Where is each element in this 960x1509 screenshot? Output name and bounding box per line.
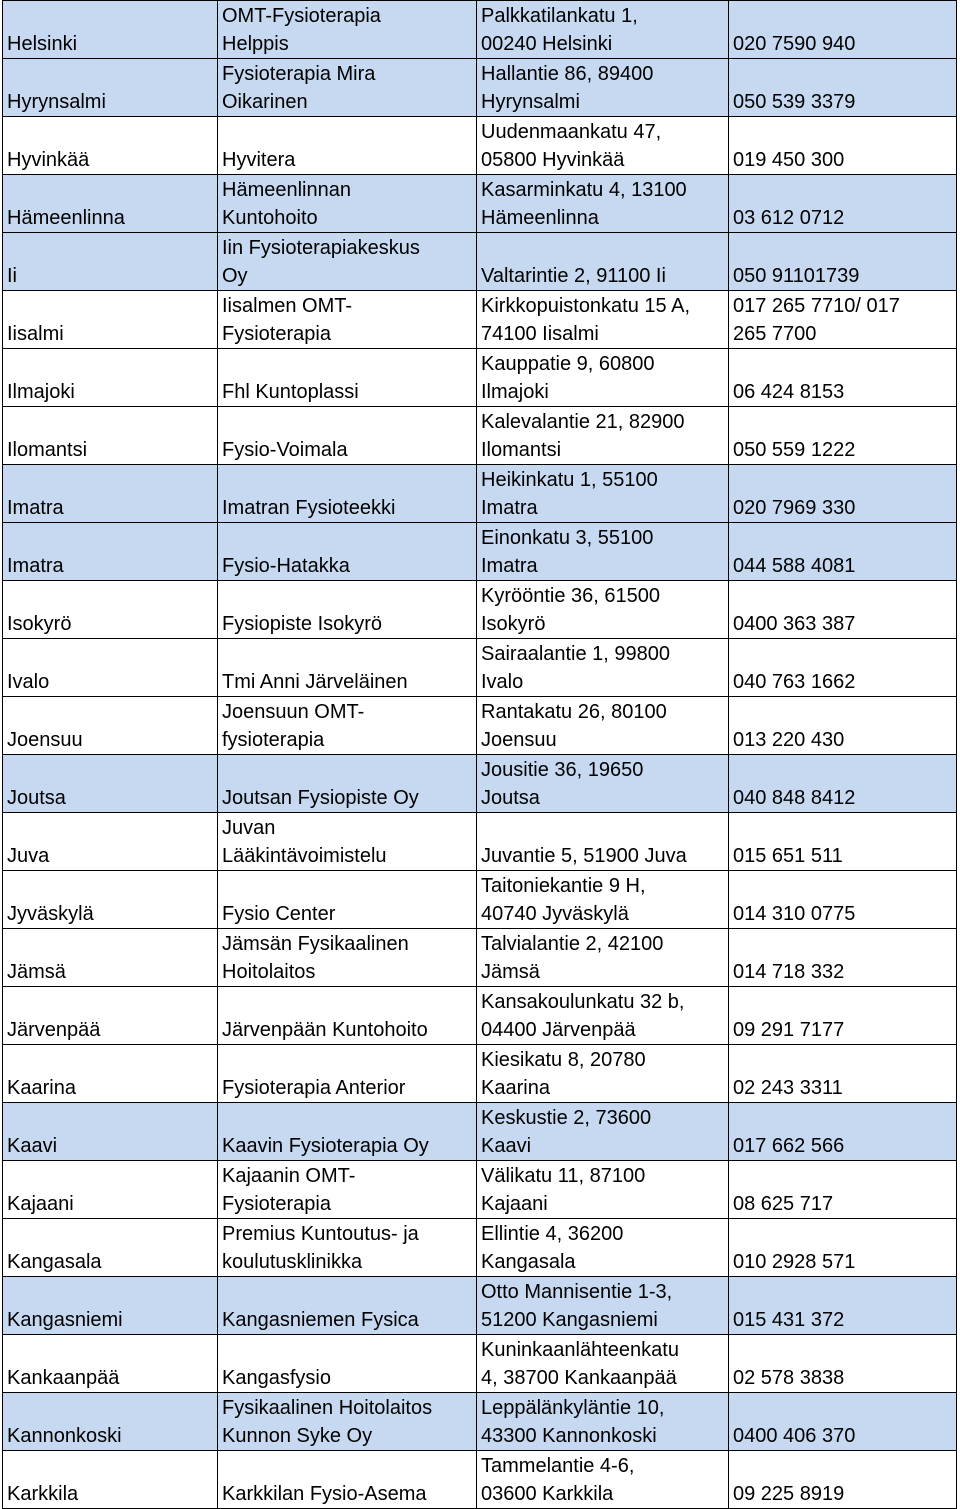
table-row xyxy=(3,523,957,581)
clinic-name-cell: OMT-Fysioterapia Helppis xyxy=(218,1,477,59)
city-cell: Jyväskylä xyxy=(3,871,218,929)
table-row xyxy=(3,407,957,465)
table-row xyxy=(3,1,957,59)
phone-cell: 014 310 0775 xyxy=(729,871,957,929)
phone-cell: 010 2928 571 xyxy=(729,1219,957,1277)
table-row xyxy=(3,117,957,175)
phone-cell: 019 450 300 xyxy=(729,117,957,175)
phone-cell: 0400 363 387 xyxy=(729,581,957,639)
address-cell: Rantakatu 26, 80100 Joensuu xyxy=(477,697,729,755)
address-cell: Jousitie 36, 19650 Joutsa xyxy=(477,755,729,813)
city-cell: Ilomantsi xyxy=(3,407,218,465)
clinic-name-cell: Hämeenlinnan Kuntohoito xyxy=(218,175,477,233)
city-cell: Hämeenlinna xyxy=(3,175,218,233)
address-cell: Einonkatu 3, 55100 Imatra xyxy=(477,523,729,581)
address-cell: Kalevalantie 21, 82900 Ilomantsi xyxy=(477,407,729,465)
city-cell: Hyrynsalmi xyxy=(3,59,218,117)
clinic-name-cell: Joutsan Fysiopiste Oy xyxy=(218,755,477,813)
clinic-name-cell: Iisalmen OMT- Fysioterapia xyxy=(218,291,477,349)
address-cell: Juvantie 5, 51900 Juva xyxy=(477,813,729,871)
city-cell: Kankaanpää xyxy=(3,1335,218,1393)
clinic-name-cell: Fysiopiste Isokyrö xyxy=(218,581,477,639)
address-cell: Leppälänkyläntie 10, 43300 Kannonkoski xyxy=(477,1393,729,1451)
address-cell: Heikinkatu 1, 55100 Imatra xyxy=(477,465,729,523)
phone-cell: 015 651 511 xyxy=(729,813,957,871)
phone-cell: 013 220 430 xyxy=(729,697,957,755)
city-cell: Hyvinkää xyxy=(3,117,218,175)
clinic-name-cell: Imatran Fysioteekki xyxy=(218,465,477,523)
table-row xyxy=(3,1219,957,1277)
phone-cell: 02 243 3311 xyxy=(729,1045,957,1103)
address-cell: Palkkatilankatu 1, 00240 Helsinki xyxy=(477,1,729,59)
table-row xyxy=(3,1335,957,1393)
clinic-name-cell: Karkkilan Fysio-Asema xyxy=(218,1451,477,1509)
phone-cell: 050 539 3379 xyxy=(729,59,957,117)
clinic-name-cell: Fhl Kuntoplassi xyxy=(218,349,477,407)
address-cell: Valtarintie 2, 91100 Ii xyxy=(477,233,729,291)
address-cell: Tammelantie 4-6, 03600 Karkkila xyxy=(477,1451,729,1509)
clinic-name-cell: Fysikaalinen Hoitolaitos Kunnon Syke Oy xyxy=(218,1393,477,1451)
address-cell: Talvialantie 2, 42100 Jämsä xyxy=(477,929,729,987)
table-row xyxy=(3,1045,957,1103)
clinic-name-cell: Fysioterapia Anterior xyxy=(218,1045,477,1103)
address-cell: Kansakoulunkatu 32 b, 04400 Järvenpää xyxy=(477,987,729,1045)
city-cell: Joensuu xyxy=(3,697,218,755)
phone-cell: 09 291 7177 xyxy=(729,987,957,1045)
clinic-name-cell: Juvan Lääkintävoimistelu xyxy=(218,813,477,871)
clinic-table-body xyxy=(3,1,957,1509)
table-row xyxy=(3,465,957,523)
clinic-name-cell: Kaavin Fysioterapia Oy xyxy=(218,1103,477,1161)
city-cell: Ii xyxy=(3,233,218,291)
clinic-name-cell: Premius Kuntoutus- ja koulutusklinikka xyxy=(218,1219,477,1277)
clinic-name-cell: Kangasniemen Fysica xyxy=(218,1277,477,1335)
address-cell: Kyrööntie 36, 61500 Isokyrö xyxy=(477,581,729,639)
address-cell: Taitoniekantie 9 H, 40740 Jyväskylä xyxy=(477,871,729,929)
phone-cell: 050 559 1222 xyxy=(729,407,957,465)
address-cell: Sairaalantie 1, 99800 Ivalo xyxy=(477,639,729,697)
city-cell: Kangasniemi xyxy=(3,1277,218,1335)
clinic-name-cell: Iin Fysioterapiakeskus Oy xyxy=(218,233,477,291)
phone-cell: 020 7969 330 xyxy=(729,465,957,523)
clinic-name-cell: Jämsän Fysikaalinen Hoitolaitos xyxy=(218,929,477,987)
table-row xyxy=(3,1451,957,1509)
clinic-name-cell: Fysio-Hatakka xyxy=(218,523,477,581)
address-cell: Keskustie 2, 73600 Kaavi xyxy=(477,1103,729,1161)
address-cell: Kiesikatu 8, 20780 Kaarina xyxy=(477,1045,729,1103)
city-cell: Joutsa xyxy=(3,755,218,813)
city-cell: Kajaani xyxy=(3,1161,218,1219)
phone-cell: 015 431 372 xyxy=(729,1277,957,1335)
clinic-table xyxy=(2,0,957,1509)
table-row xyxy=(3,59,957,117)
city-cell: Iisalmi xyxy=(3,291,218,349)
clinic-name-cell: Tmi Anni Järveläinen xyxy=(218,639,477,697)
address-cell: Kuninkaanlähteenkatu 4, 38700 Kankaanpää xyxy=(477,1335,729,1393)
city-cell: Kannonkoski xyxy=(3,1393,218,1451)
table-row xyxy=(3,639,957,697)
table-row xyxy=(3,1277,957,1335)
phone-cell: 050 91101739 xyxy=(729,233,957,291)
address-cell: Kauppatie 9, 60800 Ilmajoki xyxy=(477,349,729,407)
city-cell: Ilmajoki xyxy=(3,349,218,407)
address-cell: Hallantie 86, 89400 Hyrynsalmi xyxy=(477,59,729,117)
table-row xyxy=(3,755,957,813)
phone-cell: 08 625 717 xyxy=(729,1161,957,1219)
phone-cell: 017 265 7710/ 017 265 7700 xyxy=(729,291,957,349)
phone-cell: 044 588 4081 xyxy=(729,523,957,581)
city-cell: Ivalo xyxy=(3,639,218,697)
city-cell: Imatra xyxy=(3,523,218,581)
city-cell: Kangasala xyxy=(3,1219,218,1277)
city-cell: Kaarina xyxy=(3,1045,218,1103)
phone-cell: 040 763 1662 xyxy=(729,639,957,697)
clinic-name-cell: Kangasfysio xyxy=(218,1335,477,1393)
city-cell: Helsinki xyxy=(3,1,218,59)
address-cell: Kasarminkatu 4, 13100 Hämeenlinna xyxy=(477,175,729,233)
city-cell: Järvenpää xyxy=(3,987,218,1045)
clinic-name-cell: Järvenpään Kuntohoito xyxy=(218,987,477,1045)
table-row xyxy=(3,697,957,755)
clinic-name-cell: Fysio Center xyxy=(218,871,477,929)
table-row xyxy=(3,813,957,871)
table-row xyxy=(3,929,957,987)
table-row xyxy=(3,1161,957,1219)
table-row xyxy=(3,581,957,639)
city-cell: Jämsä xyxy=(3,929,218,987)
phone-cell: 02 578 3838 xyxy=(729,1335,957,1393)
city-cell: Kaavi xyxy=(3,1103,218,1161)
table-row xyxy=(3,987,957,1045)
clinic-name-cell: Kajaanin OMT- Fysioterapia xyxy=(218,1161,477,1219)
city-cell: Karkkila xyxy=(3,1451,218,1509)
address-cell: Välikatu 11, 87100 Kajaani xyxy=(477,1161,729,1219)
clinic-name-cell: Joensuun OMT- fysioterapia xyxy=(218,697,477,755)
city-cell: Juva xyxy=(3,813,218,871)
phone-cell: 0400 406 370 xyxy=(729,1393,957,1451)
address-cell: Uudenmaankatu 47, 05800 Hyvinkää xyxy=(477,117,729,175)
city-cell: Isokyrö xyxy=(3,581,218,639)
phone-cell: 020 7590 940 xyxy=(729,1,957,59)
phone-cell: 09 225 8919 xyxy=(729,1451,957,1509)
table-row xyxy=(3,233,957,291)
table-row xyxy=(3,349,957,407)
phone-cell: 03 612 0712 xyxy=(729,175,957,233)
table-row xyxy=(3,291,957,349)
phone-cell: 06 424 8153 xyxy=(729,349,957,407)
clinic-name-cell: Fysioterapia Mira Oikarinen xyxy=(218,59,477,117)
address-cell: Otto Mannisentie 1-3, 51200 Kangasniemi xyxy=(477,1277,729,1335)
table-row xyxy=(3,871,957,929)
table-row xyxy=(3,1103,957,1161)
phone-cell: 014 718 332 xyxy=(729,929,957,987)
table-row xyxy=(3,1393,957,1451)
table-row xyxy=(3,175,957,233)
address-cell: Kirkkopuistonkatu 15 A, 74100 Iisalmi xyxy=(477,291,729,349)
phone-cell: 017 662 566 xyxy=(729,1103,957,1161)
city-cell: Imatra xyxy=(3,465,218,523)
address-cell: Ellintie 4, 36200 Kangasala xyxy=(477,1219,729,1277)
phone-cell: 040 848 8412 xyxy=(729,755,957,813)
clinic-name-cell: Fysio-Voimala xyxy=(218,407,477,465)
clinic-name-cell: Hyvitera xyxy=(218,117,477,175)
